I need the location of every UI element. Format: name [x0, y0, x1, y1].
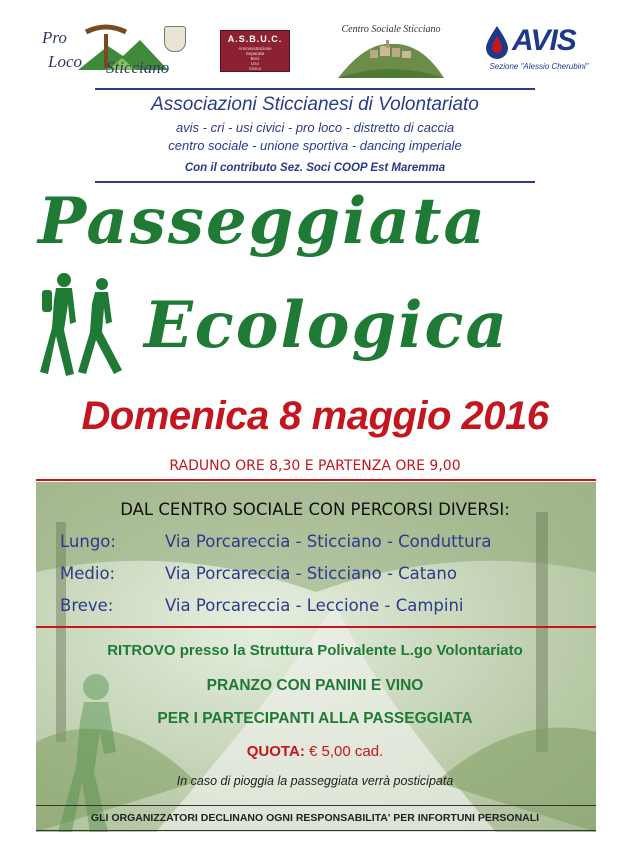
partecipanti-text: PER I PARTECIPANTI ALLA PASSEGGIATA	[157, 710, 473, 727]
centro-sociale-title: Centro Sociale Sticciano	[341, 24, 441, 35]
event-title-line1: Passeggiata	[38, 184, 487, 259]
association-members-line2: centro sociale - unione sportiva - dancing imperiale	[168, 138, 462, 153]
avis-logo	[484, 22, 594, 82]
pro-loco-text-pro: Pro	[42, 28, 67, 47]
centro-sociale-logo	[336, 22, 446, 82]
association-title: Associazioni Sticcianesi di Volontariato	[151, 94, 479, 115]
pranzo-text: PRANZO CON PANINI E VINO	[206, 677, 424, 694]
divider	[36, 805, 596, 806]
divider	[95, 88, 535, 90]
asbuc-line: Uso	[250, 61, 259, 66]
disclaimer: GLI ORGANIZZATORI DECLINANO OGNI RESPONSABILITA' PER INFORTUNI PERSONALI	[90, 812, 540, 824]
route-path-breve: Via Porcareccia - Leccione - Campini	[165, 596, 464, 615]
asbuc-line: Beni	[250, 56, 260, 61]
pro-loco-logo	[38, 22, 188, 82]
village-hill-icon	[336, 38, 446, 80]
asbuc-line: Amministrazione	[238, 46, 272, 51]
association-members-line1: avis - cri - usi civici - pro loco - distretto di caccia	[175, 120, 455, 135]
avis-subtitle: Sezione "Alessio Cherubini"	[489, 62, 589, 71]
hikers-icon	[40, 270, 130, 380]
pro-loco-text-sticciano: Sticciano	[106, 58, 170, 77]
event-title-line2: Ecologica	[144, 288, 509, 363]
quota-line	[0, 743, 630, 760]
asbuc-logo	[220, 30, 290, 72]
pro-loco-text-loco: Loco	[48, 52, 82, 71]
divider	[36, 479, 596, 481]
meeting-time: RADUNO ORE 8,30 E PARTENZA ORE 9,00	[169, 458, 461, 474]
routes-intro: DAL CENTRO SOCIALE CON PERCORSI DIVERSI:	[120, 500, 510, 519]
contribution-text: Con il contributo Sez. Soci COOP Est Maremma	[184, 162, 446, 174]
rain-notice: In caso di pioggia la passeggiata verrà posticipata	[176, 774, 454, 788]
route-name-medio: Medio:	[60, 564, 116, 583]
crest-icon	[164, 26, 186, 52]
event-date: Domenica 8 maggio 2016	[81, 394, 549, 438]
divider	[36, 830, 596, 831]
route-path-lungo: Via Porcareccia - Sticciano - Conduttura	[165, 532, 492, 551]
divider	[36, 626, 596, 628]
blood-drop-icon	[484, 26, 510, 60]
asbuc-title: A.S.B.U.C.	[227, 34, 283, 44]
quota-label: QUOTA:	[246, 743, 305, 760]
divider	[95, 181, 535, 183]
route-name-breve: Breve:	[60, 596, 114, 615]
ritrovo-text: RITROVO presso la Struttura Polivalente L.go Volontariato	[107, 642, 523, 659]
quota-value: € 5,00 cad.	[308, 743, 384, 760]
asbuc-line: Civico	[248, 66, 262, 71]
route-path-medio: Via Porcareccia - Sticciano - Catano	[165, 564, 457, 583]
avis-word: AVIS	[512, 24, 576, 57]
route-name-lungo: Lungo:	[60, 532, 116, 551]
asbuc-line: Separata	[245, 51, 265, 56]
